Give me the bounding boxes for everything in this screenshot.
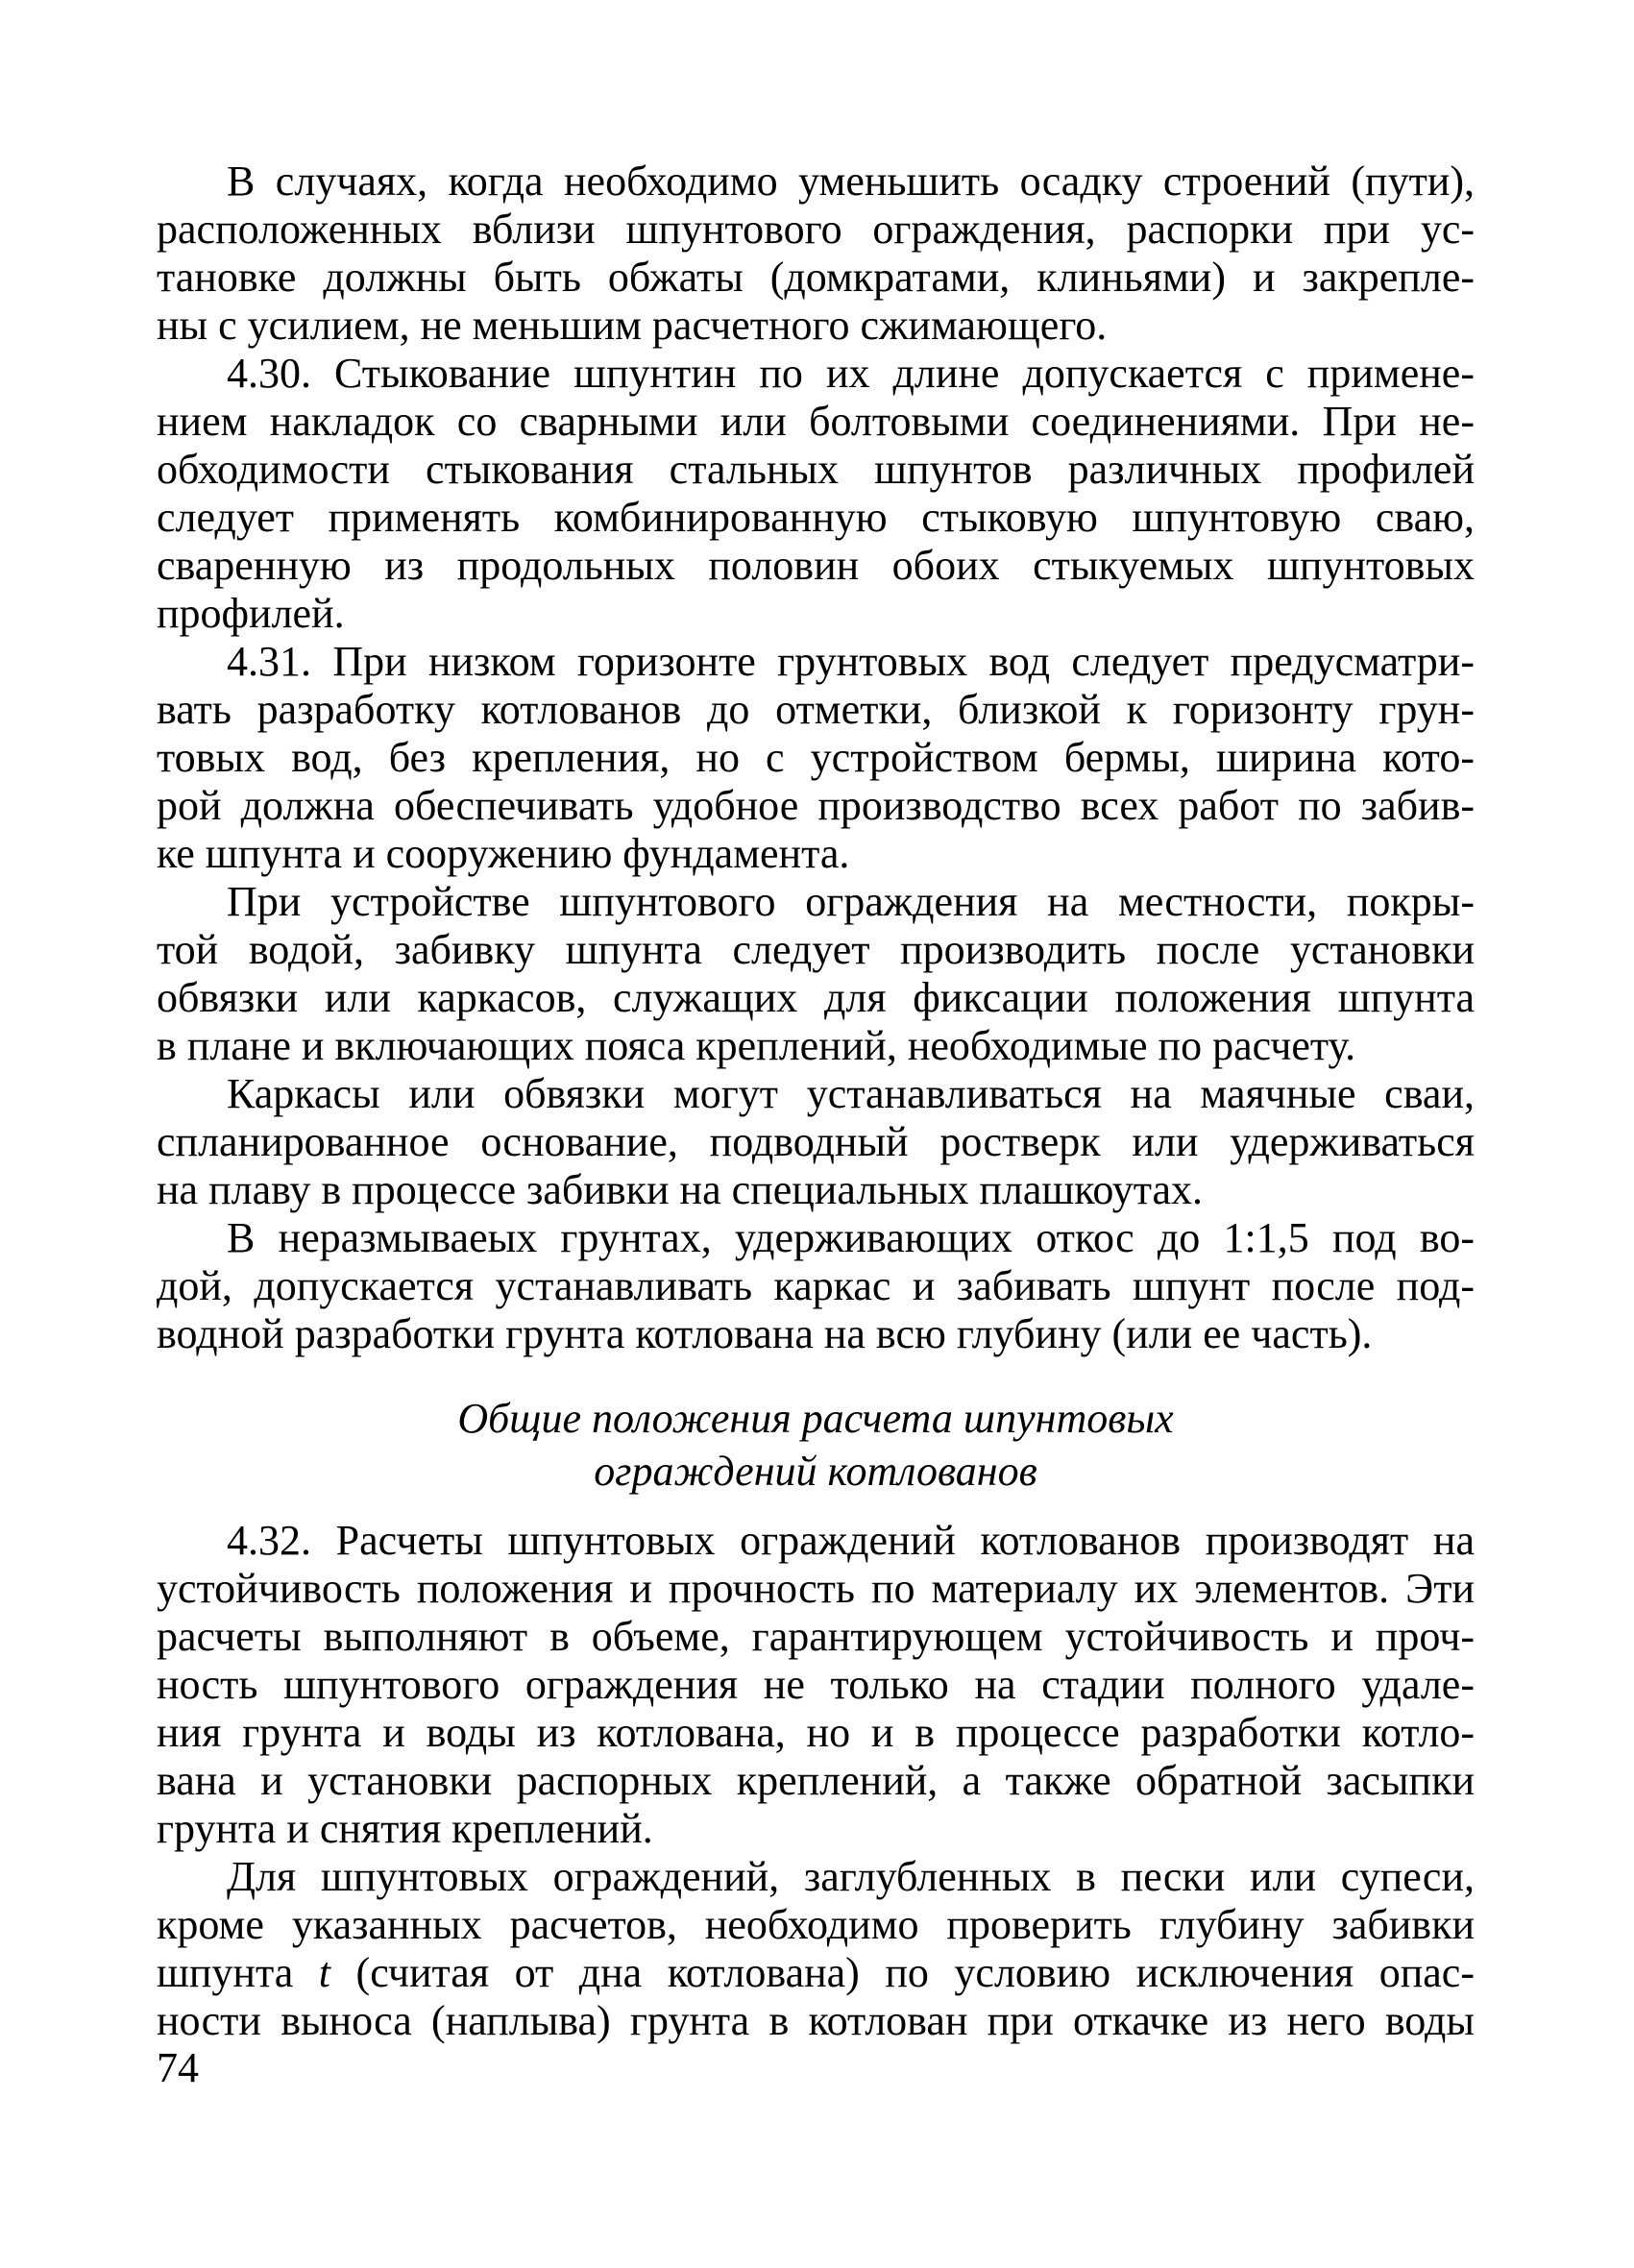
text-line: расположенных вблизи шпунтового ограждения, распорки при ус- (157, 206, 1475, 253)
text-line: грунта и снятия креплений. (157, 1805, 653, 1852)
paragraph (157, 1853, 1475, 2045)
paragraph (157, 1517, 1475, 1853)
text-line: В случаях, когда необходимо уменьшить осадку строений (пути), (227, 158, 1475, 205)
section-heading (157, 1392, 1475, 1498)
document-body (157, 158, 1475, 2045)
text-line: ности выноса (наплыва) грунта в котлован при откачке из него воды (157, 1997, 1475, 2044)
text-line: 4.30. Стыкование шпунтин по их длине допускается с примене- (227, 350, 1475, 397)
text-line: ния грунта и воды из котлована, но и в процессе разработки котло- (157, 1709, 1475, 1756)
paragraph (157, 638, 1475, 878)
text-line: вана и установки распорных креплений, а также обратной засыпки (157, 1757, 1475, 1804)
text-line: на плаву в процессе забивки на специальных плашкоутах. (157, 1166, 1204, 1213)
text-line: сваренную из продольных половин обоих стыкуемых шпунтовых (157, 542, 1475, 589)
heading-line: ограждений котлованов (594, 1448, 1037, 1495)
text-line: ке шпунта и сооружению фундамента. (157, 830, 850, 877)
paragraph (157, 350, 1475, 638)
text-line: той водой, забивку шпунта следует производить после установки (157, 926, 1475, 973)
paragraph (157, 878, 1475, 1070)
text-line: тановке должны быть обжаты (домкратами, клиньями) и закрепле- (157, 254, 1475, 301)
text-line: Для шпунтовых ограждений, заглубленных в пески или супеси, (227, 1853, 1475, 1900)
text-line: вать разработку котлованов до отметки, близкой к горизонту грун- (157, 686, 1475, 733)
text-line: профилей. (157, 590, 345, 637)
text-line: водной разработки грунта котлована на всю глубину (или ее часть). (157, 1310, 1373, 1357)
text-line: устойчивость положения и прочность по материалу их элементов. Эти (157, 1565, 1475, 1612)
paragraph (157, 1214, 1475, 1358)
text-line: расчеты выполняют в объеме, гарантирующем устойчивость и проч- (157, 1613, 1475, 1660)
text-line: нием накладок со сварными или болтовыми соединениями. При не- (157, 398, 1475, 445)
text-line: следует применять комбинированную стыковую шпунтовую сваю, (157, 494, 1475, 541)
text-line: рой должна обеспечивать удобное производство всех работ по забив- (157, 782, 1475, 829)
text-line: обвязки или каркасов, служащих для фиксации положения шпунта (157, 974, 1475, 1021)
text-line: товых вод, без крепления, но с устройством бермы, ширина кото- (157, 734, 1475, 781)
text-line: кроме указанных расчетов, необходимо проверить глубину забивки (157, 1901, 1475, 1948)
text-line: В неразмываеых грунтах, удерживающих откос до 1:1,5 под во- (227, 1214, 1475, 1261)
text-line: шпунта t (считая от дна котлована) по условию исключения опас- (157, 1949, 1475, 1996)
text-line: в плане и включающих пояса креплений, необходимые по расчету. (157, 1022, 1356, 1069)
page-number: 74 (157, 2044, 199, 2091)
text-line: спланированное основание, подводный ростверк или удерживаться (157, 1118, 1475, 1165)
math-variable: t (318, 1949, 331, 1996)
paragraph (157, 1070, 1475, 1214)
paragraph (157, 158, 1475, 350)
heading-line: Общие положения расчета шпунтовых (457, 1395, 1174, 1442)
text-line: 4.31. При низком горизонте грунтовых вод следует предусматри- (227, 638, 1475, 685)
text-line: Каркасы или обвязки могут устанавливаться на маячные сваи, (227, 1070, 1475, 1117)
text-line: обходимости стыкования стальных шпунтов различных профилей (157, 446, 1475, 493)
text-line: ны с усилием, не меньшим расчетного сжимающего. (157, 302, 1108, 349)
text-line: При устройстве шпунтового ограждения на местности, покры- (227, 878, 1475, 925)
text-line: ность шпунтового ограждения не только на стадии полного удале- (157, 1661, 1475, 1708)
text-line: дой, допускается устанавливать каркас и забивать шпунт после под- (157, 1262, 1475, 1309)
text-line: 4.32. Расчеты шпунтовых ограждений котлованов производят на (227, 1517, 1475, 1564)
